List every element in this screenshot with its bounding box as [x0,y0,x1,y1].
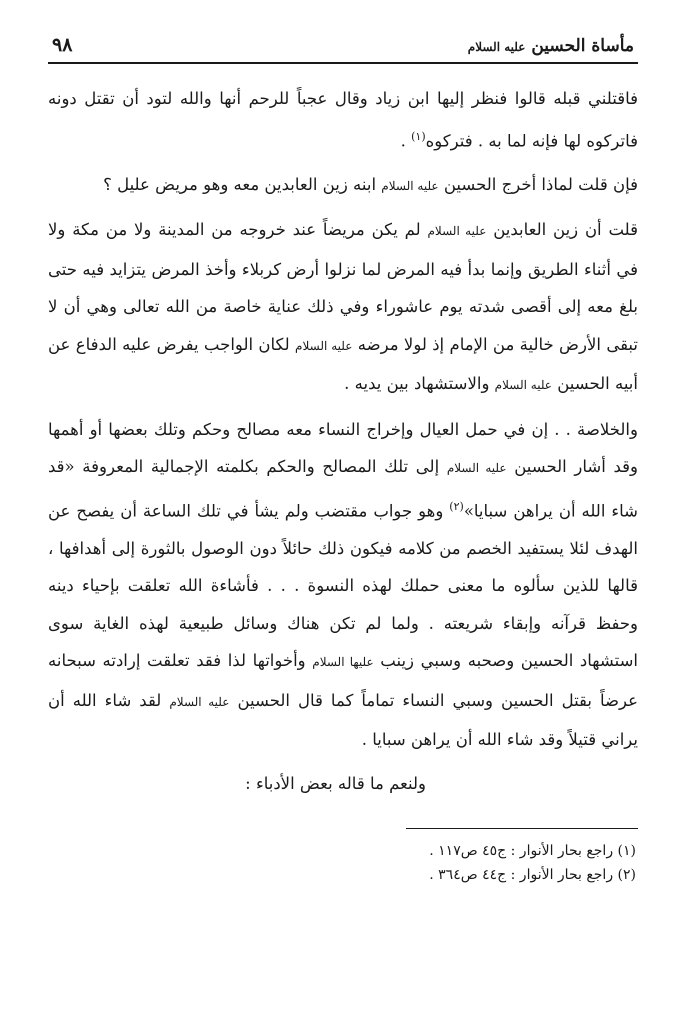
honorific-zain-2: عليه السلام [295,338,353,353]
paragraph-3 [48,211,638,405]
footnote-ref-1: (١) [411,129,426,143]
footnotes [48,839,638,887]
running-title-honorific: عليه السلام [467,40,526,54]
footnote-ref-2: (٢) [449,499,464,513]
paragraph-4-text-a: والخلاصة . . إن في حمل العيال وإخراج النساء معه مصالح وحكم وتلك بعضها أو أهمها وقد أشار الحسين [48,419,639,476]
page [48,28,638,887]
paragraph-3-text-c: لكان الواجب يفرض عليه الدفاع عن أبيه الحسين [48,334,638,393]
paragraph-1-text: فاقتلني قبله قالوا فنظر إليها ابن زياد وقال عجباً للرحم أنها والله لتود أن تقتل دونه فاتركوه لها فإنه لما به . فتركوه [48,89,638,150]
page-header [48,28,638,56]
honorific-zain-1: عليه السلام [427,224,487,238]
paragraph-3-text-b: لم يكن مريضاً عند خروجه من المدينة ولا من مكة ولا في أثناء الطريق وإنما بدأ فيه المرض لما نزلوا أرض كربلاء وأخذ المرض يتزايد فيه حتى بلغ معه إلى أقصى شدته يوم عاشوراء وفي ذلك عناية خاصة من الله تعالى وهي أن لا تبقى الأرض خالية من الإمام إذ لولا مرضه [48,220,638,354]
honorific-hussain-4: عليه السلام [169,694,230,709]
honorific-zainab: عليها السلام [312,655,374,669]
honorific-hussain-2: عليه السلام [494,378,552,392]
paragraph-2 [48,166,638,206]
paragraph-5: ولنعم ما قاله بعض الأدباء : [245,773,426,793]
footnote-2: (٢) راجع بحار الأنوار : ج٤٤ ص٣٦٤ . [429,867,636,883]
page-number: ٩٨ [52,34,73,56]
running-title-text: مأساة الحسين [531,36,634,56]
paragraph-3-text-d: والاستشهاد بين يديه . [344,374,490,393]
honorific-hussain-1: عليه السلام [381,178,439,193]
paragraph-4-text-b: إلى تلك المصالح والحكم بكلمته الإجمالية المعروفة «قد شاء الله أن يراهن سبايا» [48,457,638,520]
footnote-1: (١) راجع بحار الأنوار : ج٤٥ ص١١٧ . [429,843,636,859]
paragraph-1-end: . [400,131,406,150]
paragraph-2-text-b: ابنه زين العابدين معه وهو مريض عليل ؟ [103,174,377,194]
body-text [48,80,638,802]
paragraph-4-text-d: وأخواتها لذا فقد تعلقت إرادته سبحانه عرضاً بقتل الحسين وسبي النساء تماماً كما قال الحسين [48,651,639,710]
paragraph-2-text-a: فإن قلت لماذا أخرج الحسين [443,174,638,194]
footnote-rule [406,828,638,829]
honorific-hussain-3: عليه السلام [446,461,507,475]
paragraph-4 [48,411,638,759]
paragraph-1 [48,80,638,160]
paragraph-3-text-a: قلت أن زين العابدين [493,220,639,239]
paragraph-4-text-c: وهو جواب مقتضب ولم يشأ في تلك الساعة أن يفصح عن الهدف لئلا يستفيد الخصم من كلامه فيكون ذلك حائلاً دون الوصول بالثورة إلى أهدافها ، قالها للذين سألوه ما معنى حملك لهذه النسوة . . . فأشاءة الله تعلقت بإحياء دينه وحفظ قرآنه وإبقاء شريعته . ولما لم تكن هناك وسائل طبيعية لهذه الغاية سوى استشهاد الحسين وصحبه وسبي زينب [48,501,639,670]
running-title [468,36,634,56]
header-rule [48,62,638,64]
paragraph-4-text-e: لقد شاء الله أن يراني قتيلاً وقد شاء الله أن يراهن سبايا . [48,690,638,749]
